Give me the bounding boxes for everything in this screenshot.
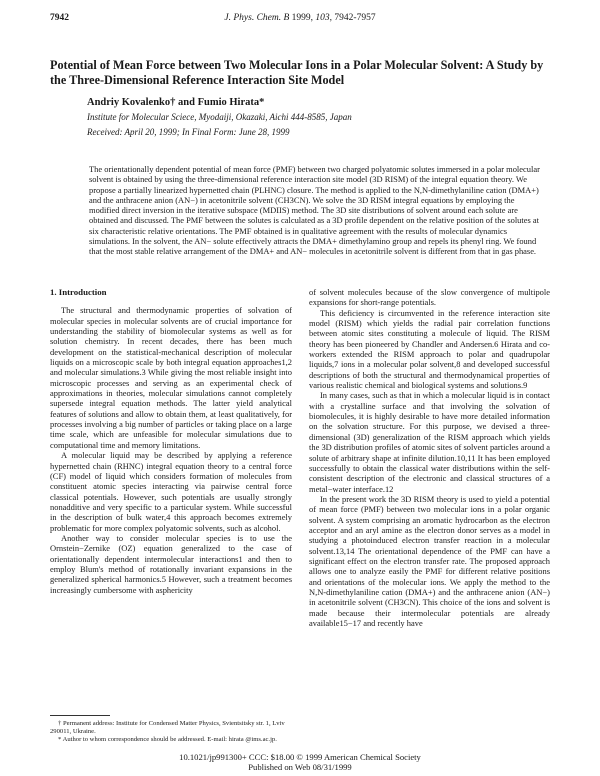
journal-name: J. Phys. Chem. B [224, 13, 290, 23]
journal-citation [50, 13, 550, 23]
journal-volume: 103, [315, 13, 333, 23]
footnotes [50, 715, 292, 745]
page-number: 7942 [50, 13, 69, 23]
footnote: † Permanent address: Institute for Condensed Matter Physics, Svientsitsky str. 1, Lviv 290011, Ukraine. [50, 720, 285, 736]
left-column [50, 287, 292, 595]
published-date: Published on Web 08/31/1999 [248, 762, 352, 772]
article-authors: Andriy Kovalenko† and Fumio Hirata* [87, 97, 265, 108]
received-dates: Received: April 20, 1999; In Final Form: June 28, 1999 [87, 127, 290, 137]
paragraph: Another way to consider molecular species is to use the Ornstein−Zernike (OZ) equation generalized to the case of orientationally dependent intermolecular interactions1 and then to employ Blum's method of rotationally invariant expansions in the generalized spherical harmonics.5 However, such a treatment becomes increasingly cumbersome with asphericity [50, 532, 292, 595]
footnote-rule [50, 715, 110, 716]
journal-year: 1999, [291, 13, 314, 23]
paragraph: In the present work the 3D RISM theory is used to yield a potential of mean force (PMF) between two molecular ions in a polar organic solvent. A system comprising an aromatic hydrocarbon as the electron acceptor and an aryl amine as the electron donor serves as a model in studying a photoinduced electron transfer reaction in a molecular solvent.13,14 The orientational dependence of the PMF can have a significant effect on the electron transfer rate. The proposed approach allows one to analyze easily the PMF for different relative positions and orientations of the molecular ions. We apply the method to the N,N-dimethylaniline cation (DMA+) and the anthracene anion (AN−) in acetonitrile solvent (CH3CN). This choice of the ions and solvent is made because their intermolecular potentials are already available15−17 and recently have [309, 493, 550, 628]
paragraph: The structural and thermodynamic properties of solvation of molecular species in molecular solvents are of crucial importance for understanding the stability of biomolecular systems as well as for solution chemistry. In recent decades, there has been much development on the statistical-mechanical description of molecular liquids on a microscopic scale by both integral equation approaches1,2 and molecular simulations.3 While giving the most reliable insight into microscopic processes and serving as an experimental check of approximations in theories, molecular simulations cannot completely supersede integral equation methods. The latter yield analytical features of solutions and allow to obtain them, at least qualitatively, for processes involving a big number of particles or taking place on a large time scale, which are unfeasible for molecular simulations due to computational time and memory limitations. [50, 305, 292, 450]
paragraph: In many cases, such as that in which a molecular liquid is in contact with a crystalline surface and that involving the solvation of biomolecules, it is highly desirable to have more detailed information on the solvation structure. For this purpose, we devised a three-dimensional (3D) generalization of the RISM approach which yields the 3D distribution profiles of atomic sites of solvent particles around a solute of arbitrary shape at infinite dilution.10,11 It has been employed successfully to obtain the classical water distributions within the self-consistent description of the electronic and classical structures of a metal−water interface.12 [309, 390, 550, 494]
journal-pages: 7942-7957 [334, 13, 376, 23]
doi-line: 10.1021/jp991300+ CCC: $18.00 © 1999 American Chemical Society [179, 752, 421, 762]
running-header [50, 13, 550, 25]
abstract [89, 164, 547, 257]
paragraph: of solvent molecules because of the slow convergence of multipole expansions for short-range potentials. [309, 287, 550, 308]
right-column [309, 287, 550, 628]
paragraph: This deficiency is circumvented in the reference interaction site model (RISM) which yields the radial pair correlation functions between atomic sites constituting a molecule of liquid. The RISM theory has been pioneered by Chandler and Andersen.6 Hirata and co-workers extended the RISM approach to polar and quadrupolar liquids,7 ions in a molecular polar solvent,8 and developed successful descriptions of both the structural and thermodynamical properties of various realistic chemical and biological systems and solutions.9 [309, 307, 550, 391]
section-heading: 1. Introduction [50, 287, 107, 297]
footnote: * Author to whom correspondence should be addressed. E-mail: hirata @ims.ac.jp. [58, 736, 277, 744]
paragraph: A molecular liquid may be described by applying a reference hypernetted chain (RHNC) integral equation theory to a central force (CF) model of liquid which considers formation of molecules from constituent atomic species interacting via pairwise central force classical potentials. However, such potentials are usually strongly nonadditive and very specific to a particular system. While successful in the description of bulk water,4 this approach becomes extremely problematic for more complex polyatomic solvents, such as alcohol. [50, 450, 292, 533]
article-title: Potential of Mean Force between Two Molecular Ions in a Polar Molecular Solvent: A Study by the Three-Dimensional Reference Interaction Site Model [50, 58, 544, 87]
abstract-text: The orientationally dependent potential of mean force (PMF) between two charged polyatomic solutes immersed in a polar molecular solvent is obtained by using the three-dimensional reference interaction site model (3D RISM) of the integral equation theory. We propose a partially linearized hypernetted chain (PLHNC) closure. The method is applied to the N,N-dimethylaniline cation (DMA+) and the anthracene anion (AN−) in acetonitrile solvent (CH3CN). We solve the 3D RISM integral equations by employing the modified direct inversion in the iterative subspace (MDIIS) method. The 3D site distributions of solvent around each solute are obtained and discussed. The PMF between the solutes is calculated as a 3D profile dependent on the relative position of the solutes at six characteristic relative orientations. The PMF obtained is in qualitative agreement with the results of molecular dynamics simulations. In the solvent, the AN− solute effectively attracts the DMA+ dimethylamino group and repels its phenyl ring. We found that the most stable relative arrangement of the DMA+ and AN− molecules in acetonitrile solvent is different from that in gas phase. [89, 164, 540, 257]
article-affiliation: Institute for Molecular Sciece, Myodaiji, Okazaki, Aichi 444-8585, Japan [87, 112, 352, 122]
page-footer [0, 752, 600, 772]
